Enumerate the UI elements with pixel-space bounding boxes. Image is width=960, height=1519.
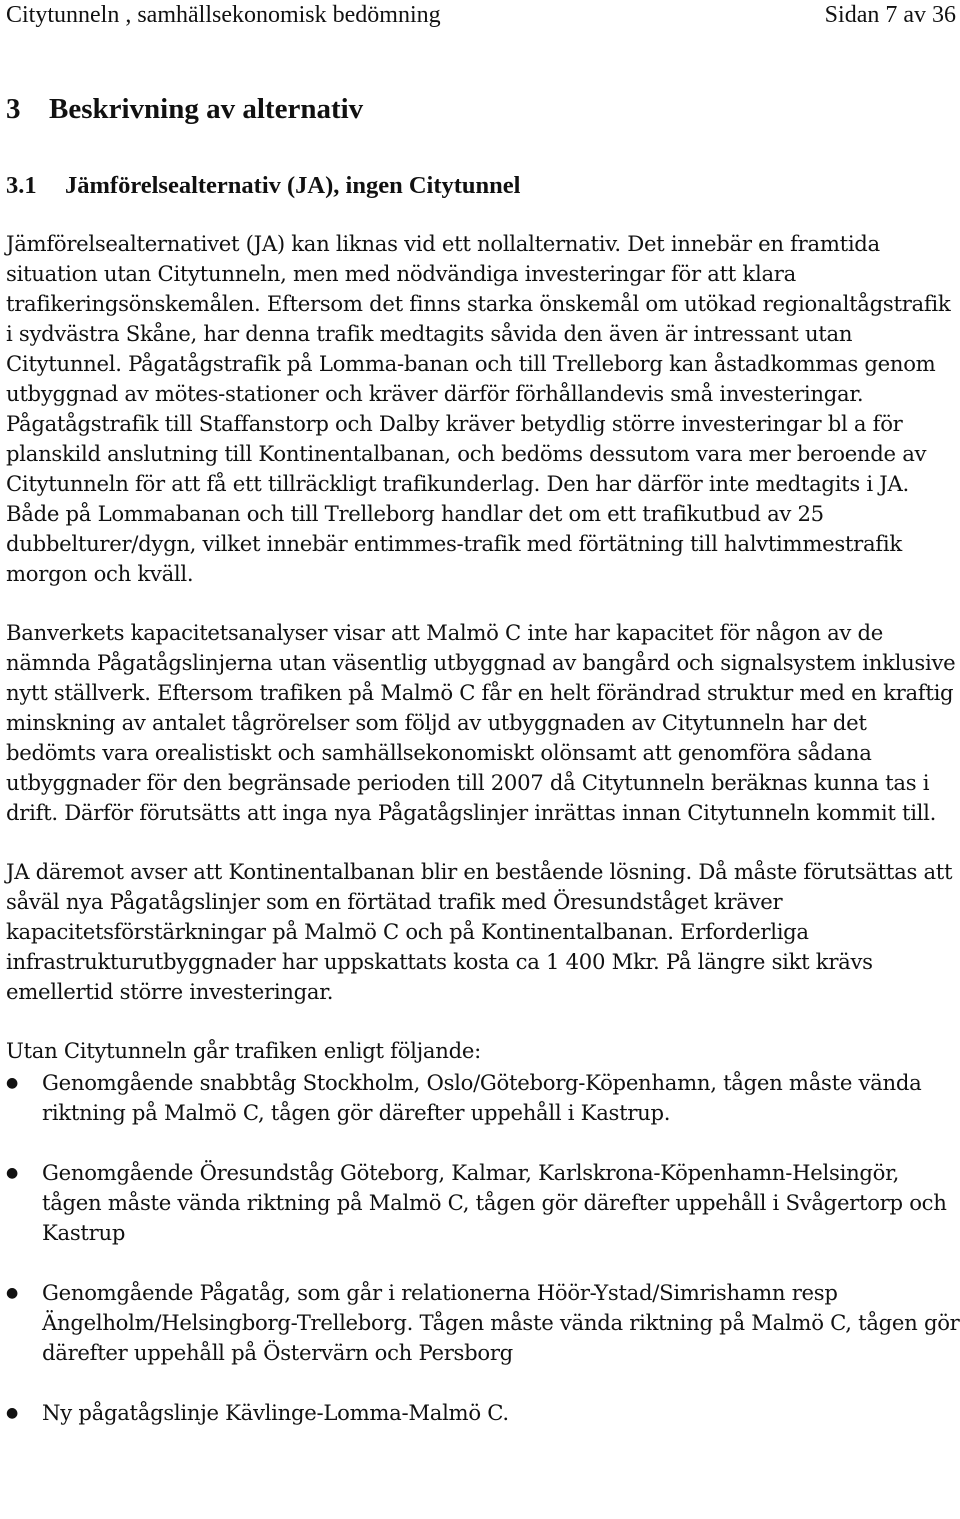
section-number: 3 bbox=[6, 93, 21, 125]
paragraph: Banverkets kapacitetsanalyser visar att Malmö C inte har kapacitet för någon av de nämnda Pågatågslinjerna utan väsentlig utbyggnad av bangård och signalsystem inklusive nytt ställverk. Eftersom trafiken på Malmö C får en helt förändrad struktur med en kraftig minskning av antalet tågrörelser som följd av utbyggnaden av Citytunneln har det bedömts vara orealistiskt och samhällsekonomiskt olönsamt att genomföra sådana utbyggnader för den begränsade perioden till 2007 då Citytunneln beräknas kunna tas i drift. Därför förutsätts att inga nya Pågatågslinjer inrättas innan Citytunneln kommit till. bbox=[6, 620, 956, 825]
bullet-icon: ● bbox=[6, 1285, 18, 1301]
body-text bbox=[6, 229, 960, 1458]
list-item-text: Genomgående Öresundståg Göteborg, Kalmar, Karlskrona-Köpenhamn-Helsingör, tågen måste vända riktning på Malmö C, tågen gör därefter uppehåll i Svågertorp och Kastrup bbox=[42, 1160, 947, 1245]
section-title: Beskrivning av alternativ bbox=[49, 93, 364, 125]
paragraph: Jämförelsealternativet (JA) kan liknas vid ett nollalternativ. Det innebär en framtida situation utan Citytunneln, men med nödvändiga investeringar för att klara trafikeringsönskemålen. Eftersom det finns starka önskemål om utökad regionaltågstrafik i sydvästra Skåne, har denna trafik medtagits såvida den även är intressant utan Citytunnel. Pågatågstrafik på Lomma-banan och till Trelleborg kan åstadkommas genom utbyggnad av mötes-stationer och kräver därför förhållandevis små investeringar. Pågatågstrafik till Staffanstorp och Dalby kräver betydlig större investeringar bl a för planskild anslutning till Kontinentalbanan, och bedöms dessutom vara mer beroende av Citytunneln för att få ett tillräckligt trafikunderlag. Den har därför inte medtagits i JA. Både på Lommabanan och till Trelleborg handlar det om ett trafikutbud av 25 dubbelturer/dygn, vilket innebär entimmes-trafik med förtätning till halvtimmestrafik morgon och kväll. bbox=[6, 231, 951, 586]
document-title: Citytunneln , samhällsekonomisk bedömning bbox=[6, 1, 441, 28]
page-number: Sidan 7 av 36 bbox=[824, 1, 956, 28]
subsection-title: Jämförelsealternativ (JA), ingen Citytunnel bbox=[65, 172, 521, 199]
bullet-icon: ● bbox=[6, 1075, 18, 1091]
subsection-number: 3.1 bbox=[6, 172, 37, 199]
paragraph: Utan Citytunneln går trafiken enligt följande: bbox=[6, 1038, 481, 1063]
list-item bbox=[6, 1278, 960, 1368]
subsection-heading bbox=[6, 172, 520, 200]
bullet-list bbox=[6, 1068, 960, 1428]
list-item bbox=[6, 1068, 960, 1128]
bullet-icon: ● bbox=[6, 1405, 18, 1421]
list-item bbox=[6, 1398, 960, 1428]
page-header bbox=[6, 0, 956, 30]
list-item-text: Genomgående snabbtåg Stockholm, Oslo/Göteborg-Köpenhamn, tågen måste vända riktning på Malmö C, tågen gör därefter uppehåll i Kastrup. bbox=[42, 1070, 922, 1125]
paragraph: JA däremot avser att Kontinentalbanan blir en bestående lösning. Då måste förutsättas att såväl nya Pågatågslinjer som en förtätad trafik med Öresundståget kräver kapacitetsförstärkningar på Malmö C och på Kontinentalbanan. Erforderliga infrastrukturutbyggnader har uppskattats kosta ca 1 400 Mkr. På längre sikt krävs emellertid större investeringar. bbox=[6, 859, 953, 1004]
list-item-text: Genomgående Pågatåg, som går i relationerna Höör-Ystad/Simrishamn resp Ängelholm/Helsingborg-Trelleborg. Tågen måste vända riktning på Malmö C, tågen gör därefter uppehåll på Östervärn och Persborg bbox=[42, 1280, 960, 1365]
list-item-text: Ny pågatågslinje Kävlinge-Lomma-Malmö C. bbox=[42, 1400, 509, 1425]
section-heading bbox=[6, 93, 363, 126]
bullet-icon: ● bbox=[6, 1165, 18, 1181]
list-item bbox=[6, 1158, 960, 1248]
